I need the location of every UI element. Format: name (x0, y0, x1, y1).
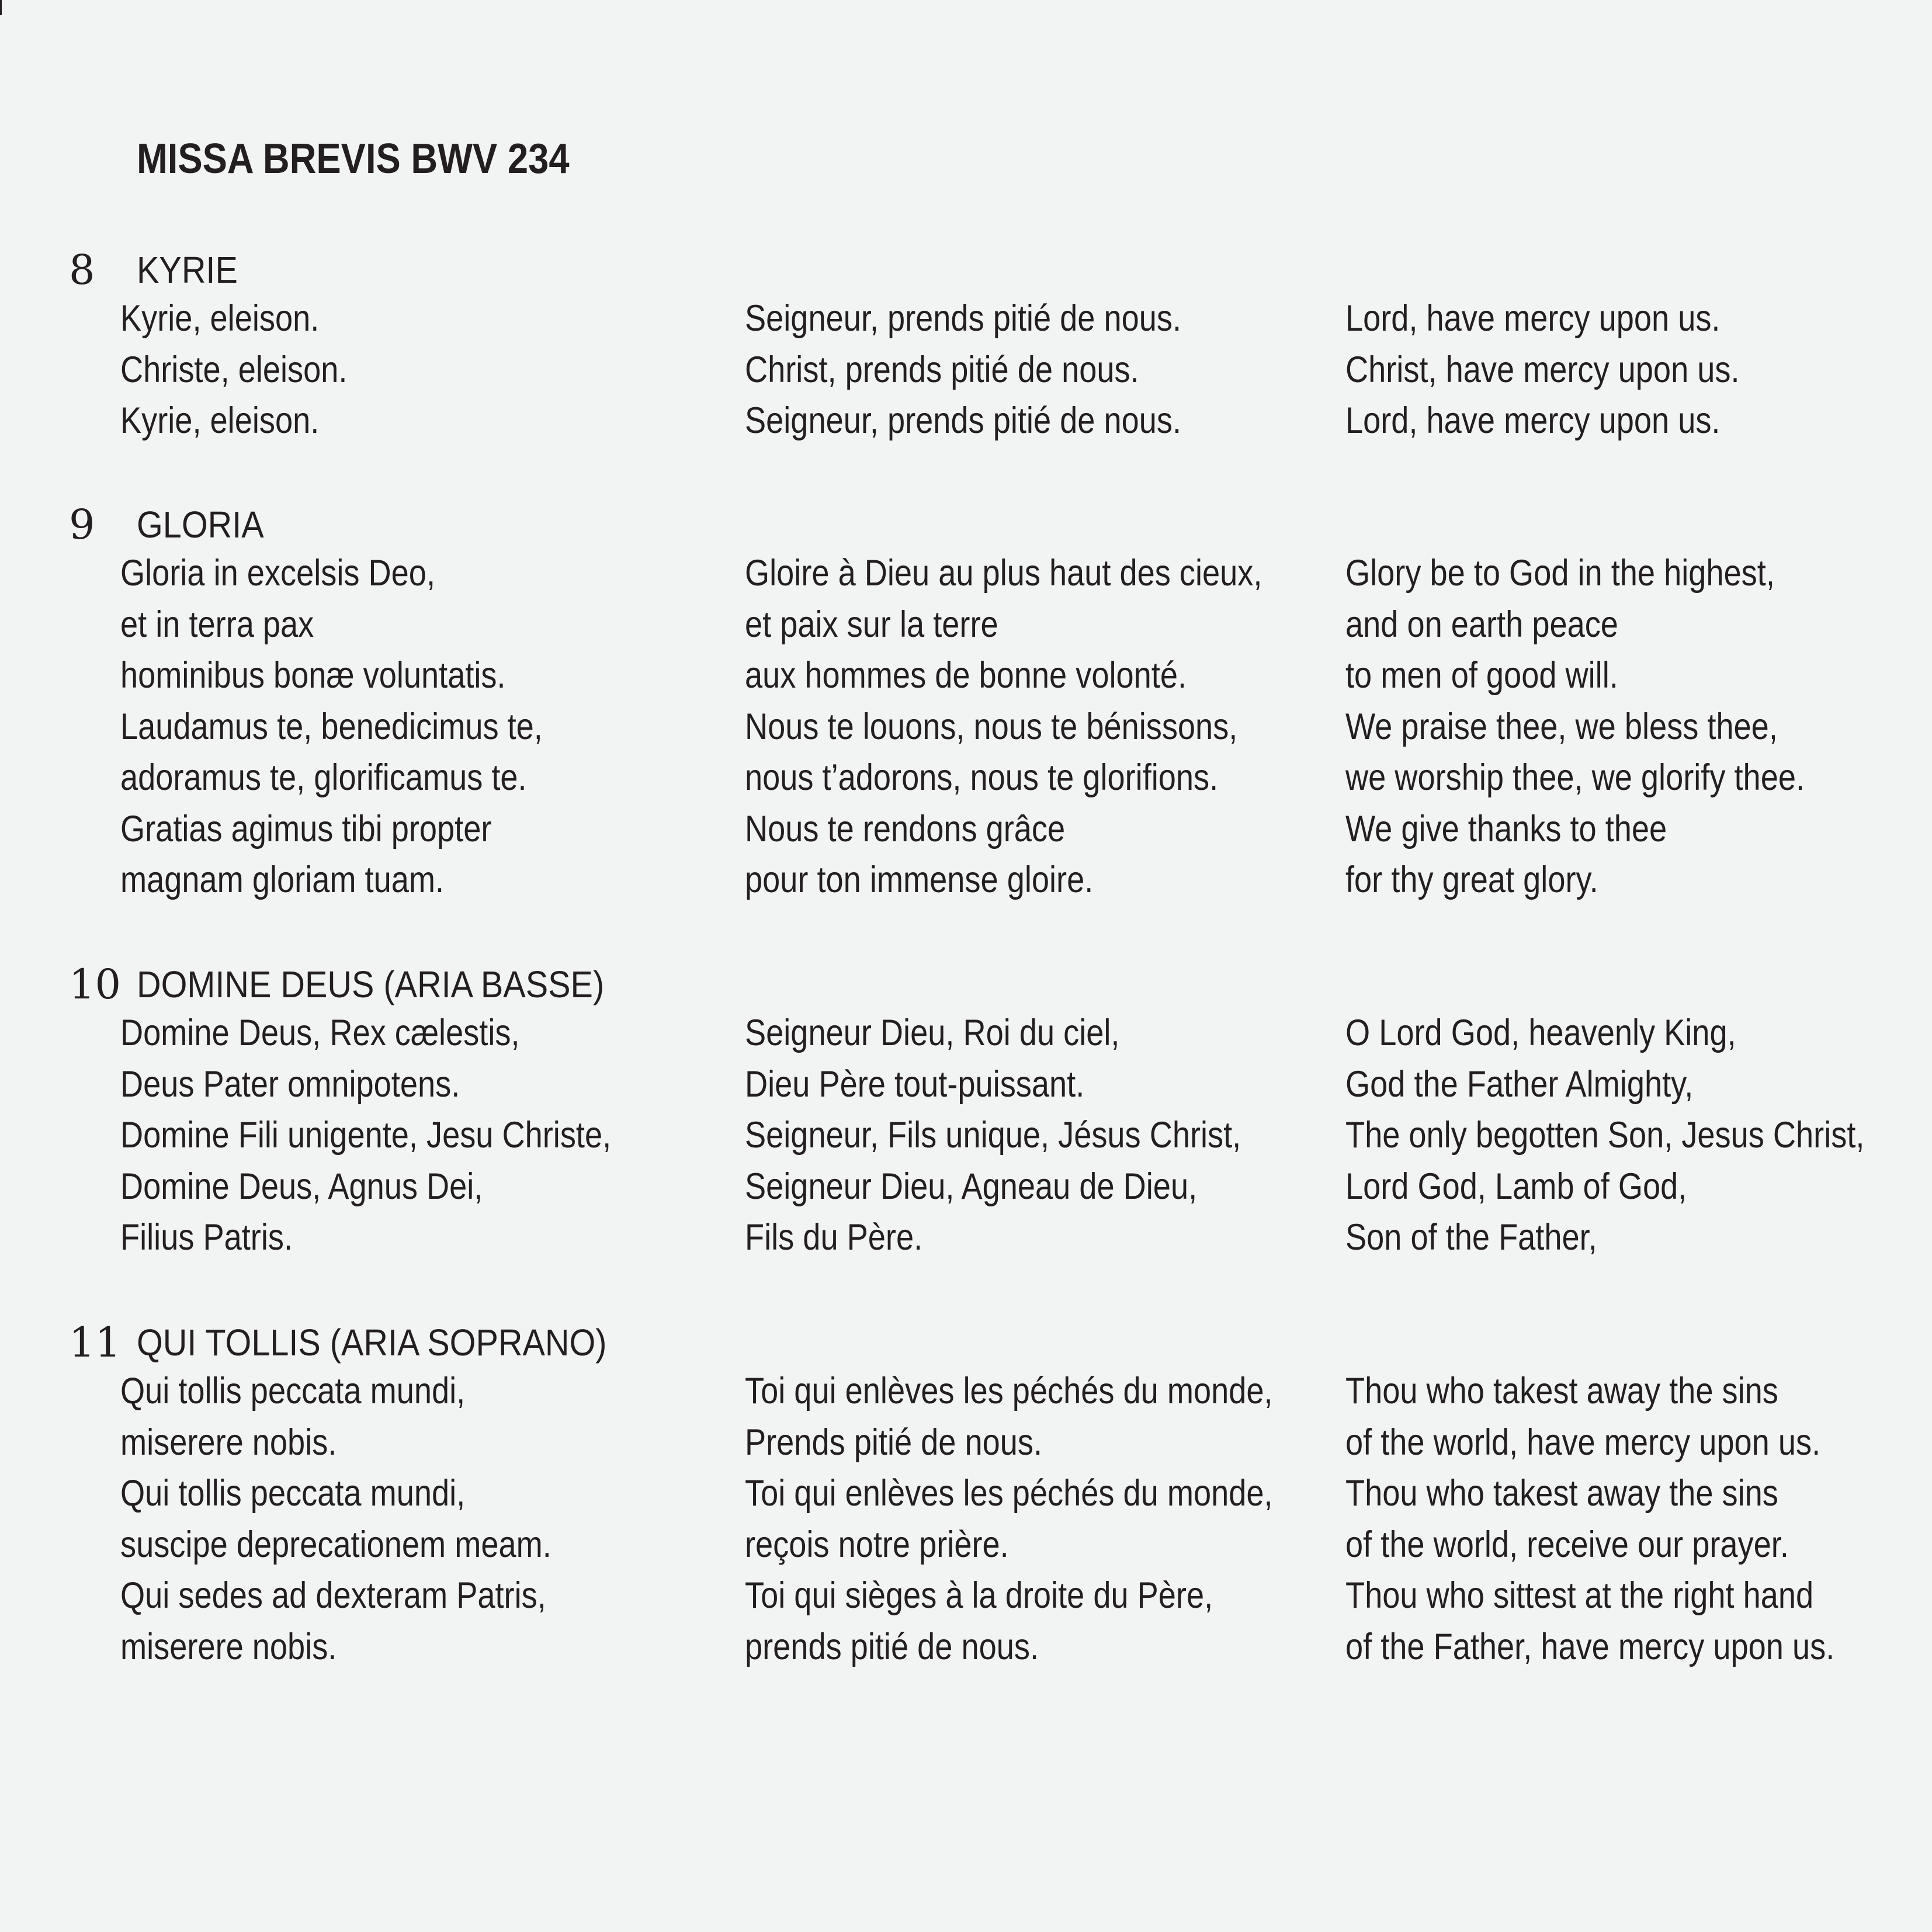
latin-line: Gratias agimus tibi propter (120, 808, 492, 849)
french-text-column (745, 548, 1347, 906)
section-heading: QUI TOLLIS (ARIA SOPRANO) (137, 1321, 607, 1364)
english-line: and on earth peace (1345, 603, 1618, 645)
latin-line: miserere nobis. (120, 1421, 337, 1463)
section-qui-tollis (0, 1319, 1932, 1667)
french-line: pour ton immense gloire. (745, 859, 1094, 900)
english-line: of the world, receive our prayer. (1345, 1524, 1789, 1565)
section-heading: DOMINE DEUS (ARIA BASSE) (137, 963, 605, 1005)
latin-line: Qui tollis peccata mundi, (120, 1371, 466, 1411)
section-kyrie (0, 246, 1932, 441)
english-line: of the Father, have mercy upon us. (1345, 1626, 1835, 1667)
track-number: 8 (69, 246, 95, 294)
section-heading: GLORIA (137, 504, 264, 546)
latin-line: Domine Deus, Rex cælestis, (120, 1012, 520, 1053)
track-number: 10 (69, 960, 122, 1008)
section-gloria (0, 501, 1932, 900)
latin-text-column (120, 1366, 622, 1673)
french-line: Seigneur, Fils unique, Jésus Christ, (745, 1115, 1241, 1156)
latin-line: Kyrie, eleison. (120, 298, 320, 339)
french-line: Toi qui sièges à la droite du Père, (745, 1575, 1213, 1616)
french-line: Seigneur Dieu, Roi du ciel, (745, 1012, 1120, 1053)
french-line: Nous te rendons grâce (745, 808, 1066, 849)
section-domine-deus (0, 960, 1932, 1258)
latin-line: miserere nobis. (120, 1626, 337, 1667)
latin-line: Deus Pater omnipotens. (120, 1063, 460, 1105)
english-text-column (1345, 293, 1803, 447)
english-line: Son of the Father, (1345, 1217, 1597, 1258)
latin-text-column (120, 1008, 691, 1264)
french-line: reçois notre prière. (745, 1524, 1009, 1565)
latin-line: Kyrie, eleison. (120, 400, 320, 441)
track-number: 11 (69, 1319, 122, 1366)
english-line: We give thanks to thee (1345, 808, 1667, 849)
latin-line: Domine Deus, Agnus Dei, (120, 1166, 483, 1207)
latin-line: Qui tollis peccata mundi, (120, 1473, 466, 1514)
section-header (0, 961, 1932, 1008)
section-header (0, 501, 1932, 548)
english-line: we worship thee, we glorify thee. (1345, 757, 1805, 798)
latin-line: Filius Patris. (120, 1217, 293, 1258)
english-line: Lord, have mercy upon us. (1345, 298, 1721, 339)
english-line: to men of good will. (1345, 655, 1618, 696)
latin-line: Gloria in excelsis Deo, (120, 553, 436, 594)
french-line: Dieu Père tout-puissant. (745, 1063, 1085, 1105)
french-line: Christ, prends pitié de nous. (745, 349, 1139, 390)
french-text-column (745, 1366, 1359, 1673)
french-line: Prends pitié de nous. (745, 1421, 1043, 1463)
crop-mark (0, 0, 2, 15)
english-line: The only begotten Son, Jesus Christ, (1345, 1115, 1865, 1156)
english-line: Lord, have mercy upon us. (1345, 400, 1721, 441)
latin-line: hominibus bonæ voluntatis. (120, 655, 506, 696)
english-line: God the Father Almighty, (1345, 1063, 1694, 1105)
english-line: for thy great glory. (1345, 859, 1598, 900)
english-text-column (1345, 1008, 1932, 1264)
english-line: O Lord God, heavenly King, (1345, 1012, 1736, 1053)
french-line: nous t’adorons, nous te glorifions. (745, 757, 1219, 798)
french-line: et paix sur la terre (745, 603, 998, 645)
french-line: Seigneur, prends pitié de nous. (745, 400, 1182, 441)
french-line: aux hommes de bonne volonté. (745, 655, 1187, 696)
track-number: 9 (69, 501, 95, 549)
english-line: Thou who sittest at the right hand (1345, 1575, 1814, 1616)
french-line: Toi qui enlèves les péchés du monde, (745, 1473, 1273, 1514)
french-text-column (745, 293, 1253, 447)
english-line: We praise thee, we bless thee, (1345, 706, 1778, 747)
latin-text-column (120, 548, 612, 906)
french-line: Nous te louons, nous te bénissons, (745, 706, 1238, 747)
english-line: Lord God, Lamb of God, (1345, 1166, 1687, 1207)
english-line: of the world, have mercy upon us. (1345, 1421, 1821, 1463)
english-text-column (1345, 1366, 1914, 1673)
section-header (0, 1319, 1932, 1366)
french-line: prends pitié de nous. (745, 1626, 1039, 1667)
latin-line: Domine Fili unigente, Jesu Christe, (120, 1115, 612, 1156)
french-line: Fils du Père. (745, 1217, 923, 1258)
english-text-column (1345, 548, 1879, 906)
latin-line: Qui sedes ad dexteram Patris, (120, 1575, 546, 1616)
english-line: Glory be to God in the highest, (1345, 553, 1775, 594)
latin-line: suscipe deprecationem meam. (120, 1524, 551, 1565)
section-heading: KYRIE (137, 249, 238, 291)
section-header (0, 247, 1932, 293)
french-text-column (745, 1008, 1321, 1264)
latin-line: et in terra pax (120, 603, 314, 645)
latin-text-column (120, 293, 384, 447)
latin-line: adoramus te, glorificamus te. (120, 757, 527, 798)
english-line: Thou who takest away the sins (1345, 1371, 1778, 1411)
page-title: MISSA BREVIS BWV 234 (137, 136, 570, 182)
french-line: Seigneur, prends pitié de nous. (745, 298, 1182, 339)
latin-line: Christe, eleison. (120, 349, 348, 390)
french-line: Gloire à Dieu au plus haut des cieux, (745, 553, 1262, 594)
english-line: Christ, have mercy upon us. (1345, 349, 1740, 390)
french-line: Seigneur Dieu, Agneau de Dieu, (745, 1166, 1198, 1207)
latin-line: Laudamus te, benedicimus te, (120, 706, 543, 747)
french-line: Toi qui enlèves les péchés du monde, (745, 1371, 1273, 1411)
latin-line: magnam gloriam tuam. (120, 859, 445, 900)
english-line: Thou who takest away the sins (1345, 1473, 1778, 1514)
